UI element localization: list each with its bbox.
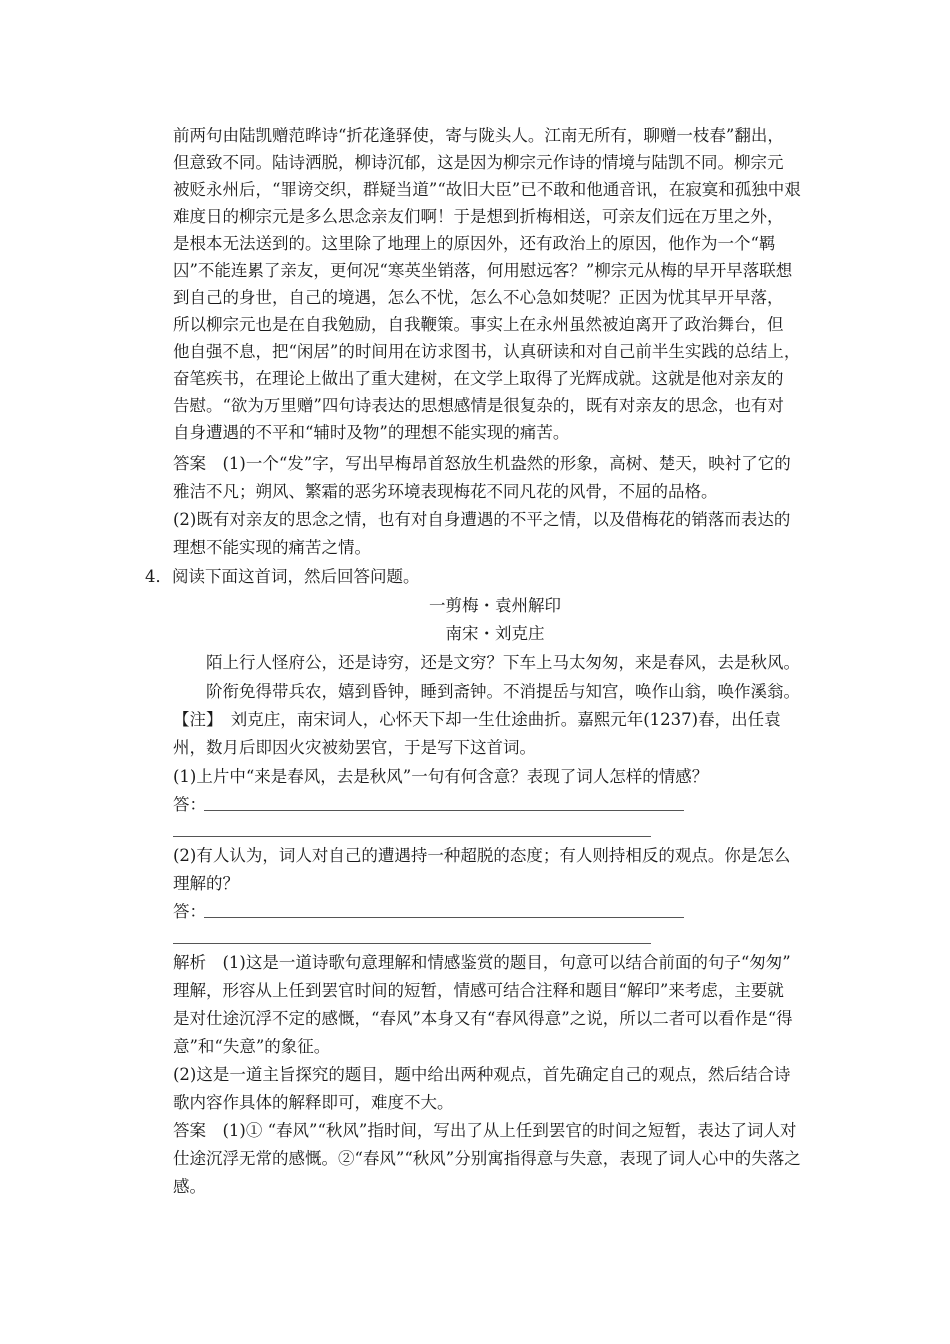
analysis-line: 被贬永州后，“罪谤交织，群疑当道”“故旧大臣”已不敢和他通音讯，在寂寞和孤独中艰 (173, 180, 801, 199)
answer-blank-line[interactable] (204, 810, 684, 811)
sub-question-2: (2)有人认为，词人对自己的遭遇持一种超脱的态度；有人则持相反的观点。你是怎么 (173, 846, 791, 865)
answer-line: 理想不能实现的痛苦之情。 (173, 538, 371, 557)
note-line: 州，数月后即因火灾被劾罢官，于是写下这首词。 (173, 738, 536, 757)
analysis-line: 是根本无法送到的。这里除了地理上的原因外，还有政治上的原因，他作为一个“羁 (173, 234, 776, 253)
poem-line: 阶衔免得带兵农，嬉到昏钟，睡到斋钟。不消提岳与知宫，唤作山翁，唤作溪翁。 (206, 682, 800, 701)
answer-line: 答案 (1)一个“发”字，写出早梅昂首怒放生机盎然的形象，高树、楚天，映衬了它的 (173, 454, 791, 473)
analysis-line: 奋笔疾书，在理论上做出了重大建树，在文学上取得了光辉成就。这就是他对亲友的 (173, 369, 784, 388)
answer-line: 雅洁不凡；朔风、繁霜的恶劣环境表现梅花不同凡花的风骨，不屈的品格。 (173, 482, 718, 501)
poem-title: 一剪梅・袁州解印 (429, 596, 561, 615)
analysis-line: 歌内容作具体的解释即可，难度不大。 (173, 1093, 454, 1112)
analysis-line: 但意致不同。陆诗洒脱，柳诗沉郁，这是因为柳宗元作诗的情境与陆凯不同。柳宗元 (173, 153, 784, 172)
answer-line: (2)既有对亲友的思念之情，也有对自身遭遇的不平之情，以及借梅花的销落而表达的 (173, 510, 791, 529)
poem-line: 陌上行人怪府公，还是诗穷，还是文穷？下车上马太匆匆，来是春风，去是秋风。 (206, 653, 800, 672)
analysis-line: 理解，形容从上任到罢官时间的短暂，情感可结合注释和题目“解印”来考虑，主要就 (173, 981, 784, 1000)
analysis-line: 解析 (1)这是一道诗歌句意理解和情感鉴赏的题目，句意可以结合前面的句子“匆匆” (173, 953, 791, 972)
answer-blank-line[interactable] (204, 917, 684, 918)
answer-blank-line[interactable] (173, 943, 651, 944)
analysis-line: 前两句由陆凯赠范晔诗“折花逢驿使，寄与陇头人。江南无所有，聊赠一枝春”翻出， (173, 126, 784, 145)
answer-line: 仕途沉浮无常的感慨。②“春风”“秋风”分别寓指得意与失意，表现了词人心中的失落之 (173, 1149, 801, 1168)
analysis-line: 意”和“失意”的象征。 (173, 1037, 331, 1056)
answer-line: 答案 (1)① “春风”“秋风”指时间，写出了从上任到罢官的时间之短暂，表达了词人对 (173, 1121, 797, 1140)
question-stem: 4．阅读下面这首词，然后回答问题。 (145, 567, 420, 586)
analysis-line: 囚”不能连累了亲友，更何况“寒英坐销落，何用慰远客？”柳宗元从梅的早开早落联想 (173, 261, 793, 280)
analysis-line: 到自己的身世，自己的境遇，怎么不忧，怎么不心急如焚呢？正因为忧其早开早落， (173, 288, 784, 307)
answer-label: 答： (173, 902, 206, 921)
analysis-line: 是对仕途沉浮不定的感慨，“春风”本身又有“春风得意”之说，所以二者可以看作是“得 (173, 1009, 793, 1028)
analysis-line: 告慰。“欲为万里赠”四句诗表达的思想感情是很复杂的，既有对亲友的思念，也有对 (173, 396, 784, 415)
note-line: 【注】 刘克庄，南宋词人，心怀天下却一生仕途曲折。嘉熙元年(1237)春，出任袁 (173, 710, 781, 729)
answer-line: 感。 (173, 1177, 206, 1196)
answer-blank-line[interactable] (173, 836, 651, 837)
sub-question-2: 理解的？ (173, 874, 239, 893)
analysis-line: (2)这是一道主旨探究的题目，题中给出两种观点，首先确定自己的观点，然后结合诗 (173, 1065, 791, 1084)
analysis-line: 他自强不息，把“闲居”的时间用在访求图书，认真研读和对自己前半生实践的总结上， (173, 342, 801, 361)
analysis-line: 所以柳宗元也是在自我勉励，自我鞭策。事实上在永州虽然被迫离开了政治舞台，但 (173, 315, 784, 334)
analysis-line: 自身遭遇的不平和“辅时及物”的理想不能实现的痛苦。 (173, 423, 570, 442)
analysis-line: 难度日的柳宗元是多么思念亲友们啊！于是想到折梅相送，可亲友们远在万里之外， (173, 207, 784, 226)
answer-label: 答： (173, 795, 206, 814)
sub-question-1: (1)上片中“来是春风，去是秋风”一句有何含意？表现了词人怎样的情感？ (173, 767, 709, 786)
poem-author: 南宋・刘克庄 (445, 624, 545, 643)
